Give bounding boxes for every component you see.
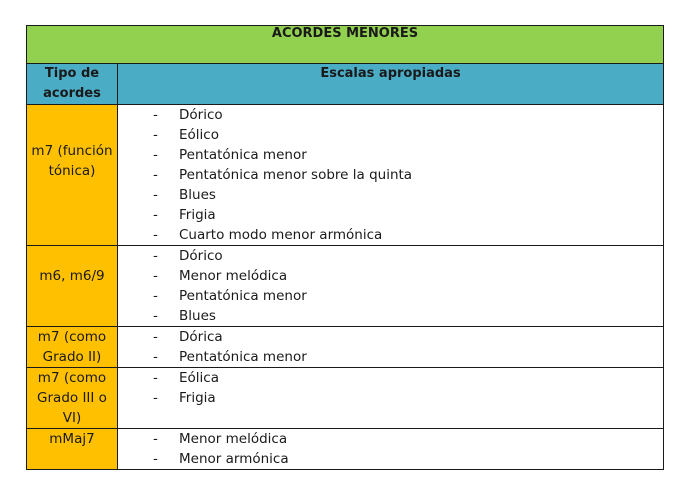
list-item xyxy=(118,145,663,165)
scale-list xyxy=(118,429,663,469)
table-row xyxy=(27,368,664,429)
dash-marker: - xyxy=(153,370,158,386)
scale-name: Cuarto modo menor armónica xyxy=(179,227,383,243)
chord-type-cell: m6, m6/9 xyxy=(27,246,118,327)
chord-type-cell: m7 (como Grado II) xyxy=(27,327,118,368)
table-row xyxy=(27,105,664,246)
list-item xyxy=(118,449,663,469)
dash-marker: - xyxy=(153,390,158,406)
list-item xyxy=(118,388,663,408)
scale-name: Eólico xyxy=(179,127,219,143)
scales-cell xyxy=(118,105,664,246)
dash-marker: - xyxy=(153,207,158,223)
scale-name: Menor armónica xyxy=(179,451,289,467)
scale-list xyxy=(118,246,663,326)
scale-list xyxy=(118,327,663,367)
chord-type-cell: m7 (función tónica) xyxy=(27,105,118,246)
header-scales: Escalas apropiadas xyxy=(118,64,664,105)
dash-marker: - xyxy=(153,308,158,324)
dash-marker: - xyxy=(153,451,158,467)
dash-marker: - xyxy=(153,248,158,264)
dash-marker: - xyxy=(153,288,158,304)
table-row xyxy=(27,429,664,470)
list-item xyxy=(118,185,663,205)
scale-name: Frigia xyxy=(179,390,216,406)
chord-type-cell: m7 (como Grado III o VI) xyxy=(27,368,118,429)
dash-marker: - xyxy=(153,329,158,345)
list-item xyxy=(118,347,663,367)
scale-name: Frigia xyxy=(179,207,216,223)
scale-name: Dórico xyxy=(179,248,223,264)
scale-name: Pentatónica menor xyxy=(179,147,307,163)
header-row xyxy=(27,64,664,105)
scale-name: Pentatónica menor xyxy=(179,349,307,365)
chord-type-cell: mMaj7 xyxy=(27,429,118,470)
scale-name: Blues xyxy=(179,187,216,203)
dash-marker: - xyxy=(153,349,158,365)
table-row xyxy=(27,246,664,327)
title-row xyxy=(27,26,664,64)
list-item xyxy=(118,286,663,306)
scale-list xyxy=(118,105,663,245)
scales-cell xyxy=(118,327,664,368)
dash-marker: - xyxy=(153,431,158,447)
scale-list xyxy=(118,368,663,408)
scale-name: Dórico xyxy=(179,107,223,123)
scales-cell xyxy=(118,429,664,470)
list-item xyxy=(118,125,663,145)
dash-marker: - xyxy=(153,167,158,183)
list-item xyxy=(118,368,663,388)
list-item xyxy=(118,327,663,347)
header-chord-type: Tipo de acordes xyxy=(27,64,118,105)
list-item xyxy=(118,225,663,245)
scale-name: Dórica xyxy=(179,329,223,345)
scale-name: Pentatónica menor sobre la quinta xyxy=(179,167,413,183)
list-item xyxy=(118,205,663,225)
list-item xyxy=(118,105,663,125)
list-item xyxy=(118,266,663,286)
list-item xyxy=(118,306,663,326)
dash-marker: - xyxy=(153,127,158,143)
scale-name: Menor melódica xyxy=(179,431,288,447)
list-item xyxy=(118,246,663,266)
scales-cell xyxy=(118,246,664,327)
dash-marker: - xyxy=(153,107,158,123)
scale-name: Eólica xyxy=(179,370,219,386)
table-row xyxy=(27,327,664,368)
dash-marker: - xyxy=(153,268,158,284)
scale-name: Blues xyxy=(179,308,216,324)
scale-name: Menor melódica xyxy=(179,268,288,284)
dash-marker: - xyxy=(153,227,158,243)
scales-cell xyxy=(118,368,664,429)
scale-name: Pentatónica menor xyxy=(179,288,307,304)
list-item xyxy=(118,429,663,449)
dash-marker: - xyxy=(153,187,158,203)
minor-chords-table xyxy=(26,25,664,470)
table-title: ACORDES MENORES xyxy=(27,26,664,64)
dash-marker: - xyxy=(153,147,158,163)
list-item xyxy=(118,165,663,185)
